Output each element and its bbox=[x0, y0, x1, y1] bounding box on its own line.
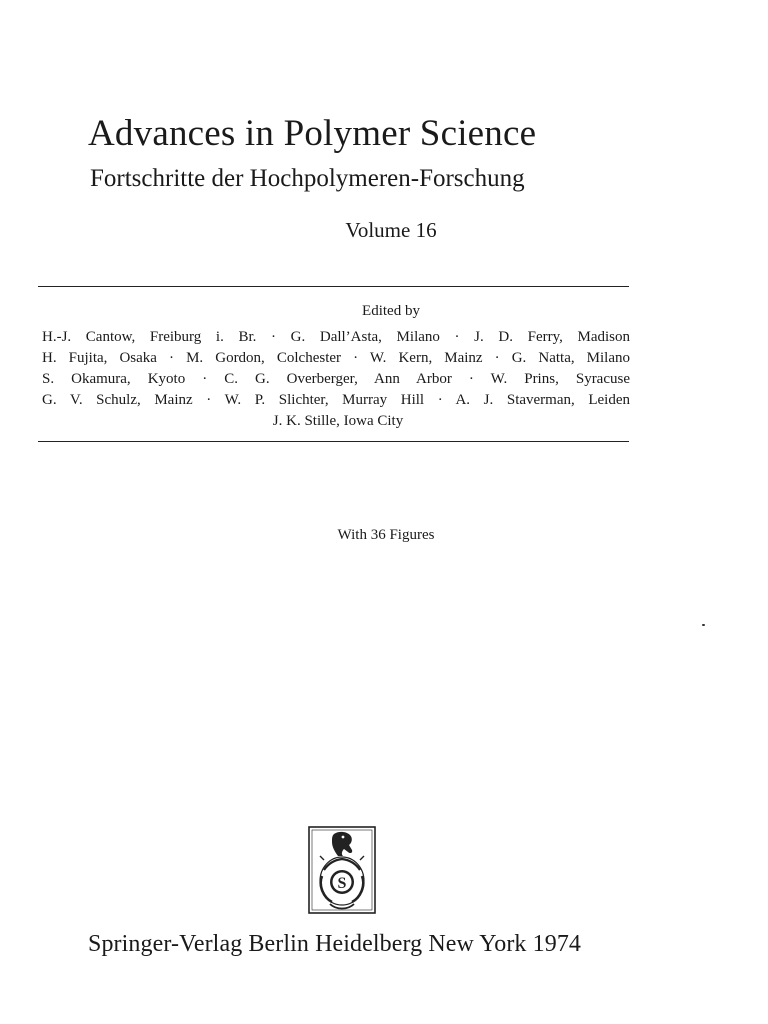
editors-line: S. Okamura, Kyoto · C. G. Overberger, Ann Arbor · W. Prins, Syracuse bbox=[42, 371, 630, 387]
editors-line: G. V. Schulz, Mainz · W. P. Slichter, Murray Hill · A. J. Staverman, Leiden bbox=[42, 392, 630, 408]
top-divider bbox=[38, 286, 629, 287]
editors-line: J. K. Stille, Iowa City bbox=[272, 413, 404, 429]
editors-line: H.-J. Cantow, Freiburg i. Br. · G. Dall’Asta, Milano · J. D. Ferry, Madison bbox=[42, 329, 630, 345]
series-title: Advances in Polymer Science bbox=[88, 113, 537, 154]
publisher-imprint: Springer-Verlag Berlin Heidelberg New York 1974 bbox=[88, 931, 582, 957]
print-speck bbox=[702, 624, 705, 626]
editors-line: H. Fujita, Osaka · M. Gordon, Colchester · W. Kern, Mainz · G. Natta, Milano bbox=[42, 350, 630, 366]
svg-text:S: S bbox=[337, 875, 347, 892]
series-subtitle: Fortschritte der Hochpolymeren-Forschung bbox=[90, 165, 525, 192]
edited-by-label: Edited by bbox=[362, 303, 420, 319]
volume-number: Volume 16 bbox=[345, 218, 437, 242]
bottom-divider bbox=[38, 441, 629, 442]
editors-list bbox=[42, 327, 630, 432]
springer-knight-logo-icon bbox=[308, 826, 376, 914]
figures-note: With 36 Figures bbox=[337, 527, 435, 543]
